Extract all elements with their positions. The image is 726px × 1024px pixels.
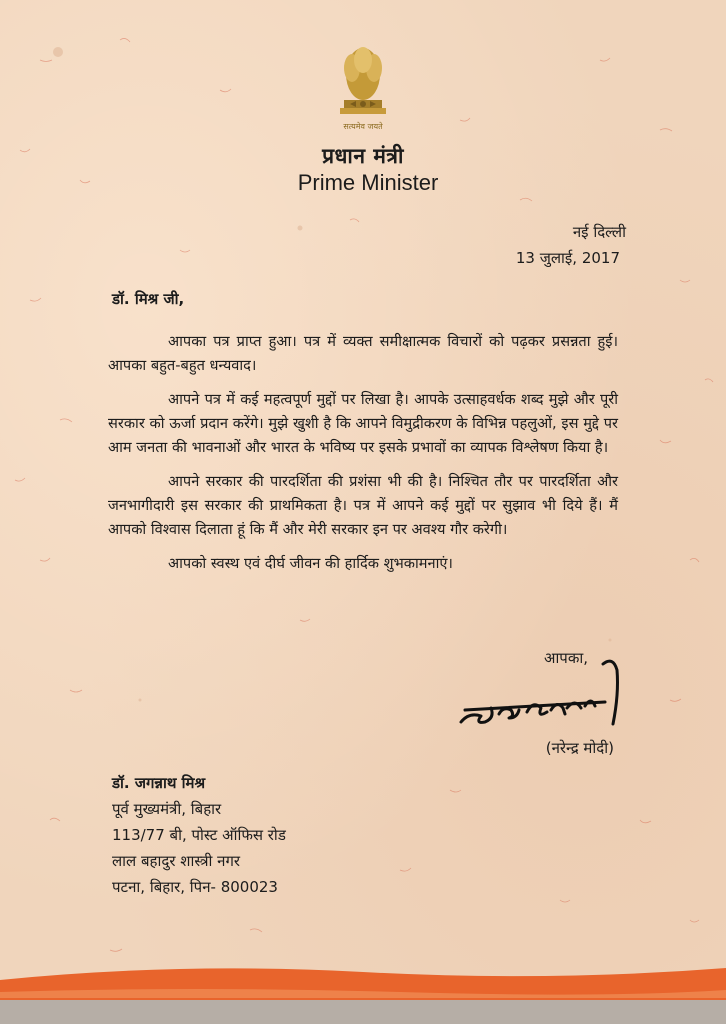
- salutation: डॉ. मिश्र जी,: [112, 290, 185, 308]
- paragraph: आपने पत्र में कई महत्वपूर्ण मुद्दों पर लिखा है। आपके उत्साहवर्धक शब्द मुझे और पूरी सरकार को ऊर्जा प्रदान करेंगे। मुझे खुशी है कि आपने विमुद्रीकरण के विभिन्न पहलुओं, इस मुद्दे पर आम जनता की भावनाओं और भारत के भविष्य पर इसके प्रभावों का व्यापक विश्लेषण किया है।: [108, 391, 618, 456]
- letterhead-title-hindi: प्रधान मंत्री: [322, 144, 404, 168]
- address-line: पटना, बिहार, पिन- 800023: [112, 878, 278, 896]
- paragraph: आपका पत्र प्राप्त हुआ। पत्र में व्यक्त समीक्षात्मक विचारों को पढ़कर प्रसन्नता हुई। आपका बहुत-बहुत धन्यवाद।: [108, 333, 618, 374]
- letterhead-title-english: Prime Minister: [297, 170, 439, 195]
- letter-place: नई दिल्ली: [572, 223, 626, 241]
- address-line: लाल बहादुर शास्त्री नगर: [112, 852, 241, 870]
- recipient-address: [112, 770, 286, 900]
- emblem-motto: सत्यमेव जयते: [343, 122, 383, 131]
- letter-date: 13 जुलाई, 2017: [515, 249, 620, 267]
- paragraph: आपने सरकार की पारदर्शिता की प्रशंसा भी की है। निश्चित तौर पर पारदर्शिता और जनभागीदारी इस सरकार की प्राथमिकता है। पत्र में आपने कई मुद्दों पर सुझाव भी दिये हैं। मैं आपको विश्वास दिलाता हूं कि मैं और मेरी सरकार इन पर अवश्य गौर करेगी।: [108, 473, 618, 538]
- national-emblem-icon: [330, 38, 396, 138]
- footer-decorative-band: [0, 962, 726, 1024]
- recipient-designation: पूर्व मुख्यमंत्री, बिहार: [112, 800, 222, 818]
- recipient-name: डॉ. जगन्नाथ मिश्र: [112, 774, 206, 792]
- closing: आपका,: [543, 649, 588, 667]
- signature-icon: [455, 652, 635, 732]
- signatory-name: (नरेन्द्र मोदी): [545, 739, 614, 757]
- letter-body: [108, 330, 618, 586]
- paragraph: आपको स्वस्थ एवं दीर्घ जीवन की हार्दिक शुभकामनाएं।: [168, 555, 453, 572]
- address-line: 113/77 बी, पोस्ट ऑफिस रोड: [112, 826, 286, 844]
